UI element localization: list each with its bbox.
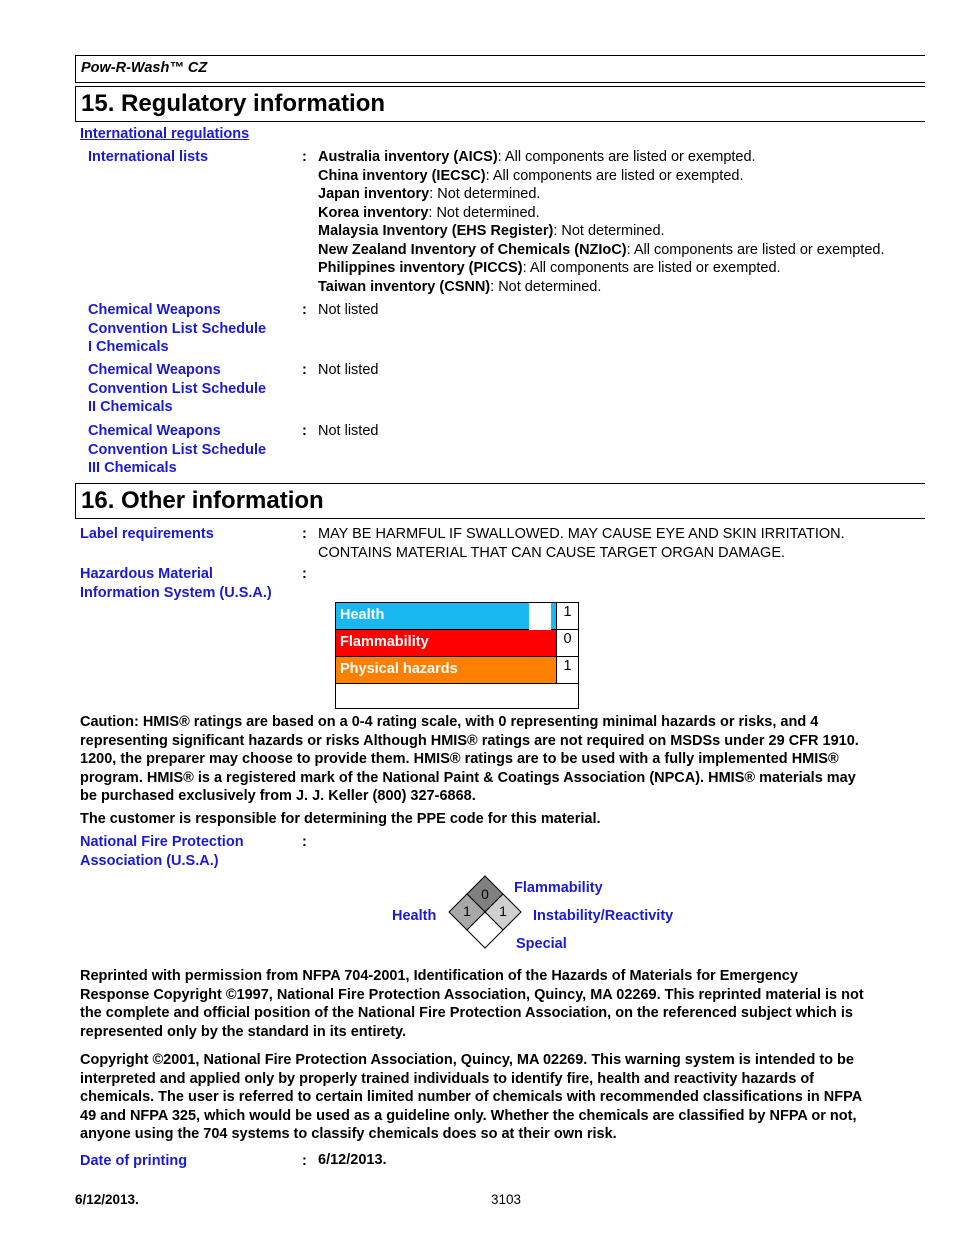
- nfpa-copyright-text: Copyright ©2001, National Fire Protection Association, Quincy, MA 02269. This warning system is intended to be interpreted and applied only by properly trained individuals to identify fire, health and reactivity hazards of chemicals. The user is referred to certain limited number of chemicals with recommended classifications in NFPA 49 and NFPA 325, which would be used as a guideline only. Whether the chemicals are classified by NFPA or not, anyone using the 704 systems to classify chemicals does so at their own risk.: [80, 1052, 863, 1142]
- footer-date: 6/12/2013.: [75, 1192, 139, 1207]
- hmis-health-gap: [529, 603, 551, 629]
- inventory-item: China inventory (IECSC): All components are listed or exempted.: [318, 167, 744, 184]
- date-of-printing-value: 6/12/2013.: [318, 1152, 387, 1168]
- colon: :: [302, 526, 307, 542]
- nfpa-health-value: 1: [463, 903, 471, 919]
- colon: :: [302, 834, 307, 850]
- section-16-title: 16. Other information: [81, 487, 324, 514]
- nfpa-flammability-value: 0: [481, 886, 489, 902]
- cw-schedule-1-value: Not listed: [318, 302, 379, 318]
- hmis-flammability-value: 0: [556, 630, 578, 657]
- nfpa-reprint-text: Reprinted with permission from NFPA 704-2001, Identification of the Hazards of Materials for Emergency Response Copyright ©1997, National Fire Protection Association, Quincy, MA 02269. This reprinted material is not the complete and official position of the National Fire Protection Association, on the referenced subject which is represented only by the standard in its entirety.: [80, 968, 864, 1040]
- hmis-physical-value: 1: [556, 657, 578, 684]
- cw-schedule-1-label: Chemical Weapons Convention List Schedule I Chemicals: [88, 302, 267, 355]
- colon: :: [302, 302, 307, 318]
- cw-schedule-3-value: Not listed: [318, 423, 379, 439]
- hmis-flammability-label: Flammability: [340, 634, 429, 650]
- colon: :: [302, 1153, 307, 1169]
- hmis-health-row: [336, 603, 529, 630]
- international-lists-label: International lists: [88, 149, 209, 165]
- nfpa-instability-value: 1: [499, 903, 507, 919]
- nfpa-health-label: Health: [392, 908, 437, 924]
- nfpa-instability-label: Instability/Reactivity: [533, 908, 674, 924]
- label-requirements-value: MAY BE HARMFUL IF SWALLOWED. MAY CAUSE EYE AND SKIN IRRITATION. CONTAINS MATERIAL THAT CAN CAUSE TARGET ORGAN DAMAGE.: [318, 526, 845, 561]
- inventory-item: New Zealand Inventory of Chemicals (NZIoC): All components are listed or exempted.: [318, 241, 885, 258]
- inventory-item: Korea inventory: Not determined.: [318, 204, 540, 221]
- ppe-text: The customer is responsible for determining the PPE code for this material.: [80, 811, 601, 827]
- inventory-item: Australia inventory (AICS): All components are listed or exempted.: [318, 149, 756, 165]
- date-of-printing-label: Date of printing: [80, 1153, 188, 1169]
- colon: :: [302, 149, 307, 165]
- colon: :: [302, 362, 307, 378]
- nfpa-flammability-label: Flammability: [514, 880, 603, 896]
- section-16-header: [75, 483, 925, 519]
- product-header: [75, 55, 925, 83]
- colon: :: [302, 423, 307, 439]
- hmis-caution-text: Caution: HMIS® ratings are based on a 0-4 rating scale, with 0 representing minimal hazards or risks, and 4 representing significant hazards or risks Although HMIS® ratings are not required on MSDSs under 29 CFR 1910. 1200, the preparer may choose to provide them. HMIS® ratings are to be used with a fully implemented HMIS® program. HMIS® is a registered mark of the National Paint & Coatings Association (NPCA). HMIS® materials may be purchased exclusively from J. J. Keller (800) 327-6868.: [80, 714, 859, 804]
- hmis-physical-label: Physical hazards: [340, 661, 458, 677]
- hmis-health-label: Health: [340, 607, 385, 623]
- product-name: Pow-R-Wash™ CZ: [81, 60, 208, 76]
- inventory-list: [318, 148, 885, 296]
- nfpa-label: National Fire Protection Association (U.S.A.): [80, 834, 244, 869]
- inventory-item: Taiwan inventory (CSNN): Not determined.: [318, 278, 602, 295]
- inventory-item: Japan inventory: Not determined.: [318, 186, 541, 202]
- hmis-physical-row: [336, 657, 556, 684]
- inventory-item: Philippines inventory (PICCS): All components are listed or exempted.: [318, 260, 781, 276]
- hmis-flammability-row: [336, 630, 556, 657]
- section-15-header: [75, 86, 925, 122]
- inventory-item: Malaysia Inventory (EHS Register): Not determined.: [318, 223, 665, 239]
- colon: :: [302, 566, 307, 582]
- hmis-table: [335, 602, 579, 709]
- cw-schedule-2-value: Not listed: [318, 362, 379, 378]
- nfpa-diamond: [445, 874, 525, 954]
- footer-code: 3103: [491, 1192, 522, 1207]
- nfpa-special-label: Special: [516, 936, 567, 952]
- hmis-health-value: 1: [556, 603, 578, 630]
- label-requirements-label: Label requirements: [80, 526, 214, 542]
- hmis-label: Hazardous Material Information System (U.S.A.): [80, 566, 272, 601]
- section-15-title: 15. Regulatory information: [81, 90, 386, 117]
- international-regulations-link[interactable]: International regulations: [80, 126, 250, 142]
- cw-schedule-3-label: Chemical Weapons Convention List Schedule III Chemicals: [88, 423, 267, 476]
- cw-schedule-2-label: Chemical Weapons Convention List Schedule II Chemicals: [88, 362, 267, 415]
